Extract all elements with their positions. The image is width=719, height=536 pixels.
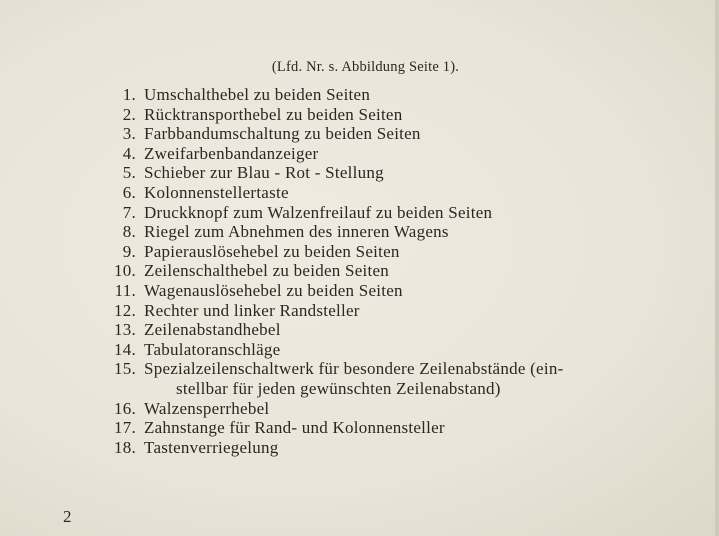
list-item [104, 203, 563, 223]
item-text: Umschalthebel zu beiden Seiten [144, 85, 371, 104]
item-number: 6. [122, 182, 136, 202]
item-text: Zweifarbenbandanzeiger [144, 143, 319, 163]
item-number: 5. [122, 163, 136, 183]
item-number: 11. [114, 280, 136, 300]
item-text: Walzensperrhebel [144, 398, 270, 418]
list-item [104, 418, 563, 438]
item-text: Rechter und linker Randsteller [144, 300, 360, 320]
item-number: 13. [114, 320, 136, 340]
item-text-continuation: stellbar für jeden gewünschten Zeilenabstand) [176, 378, 501, 398]
item-text: Rücktransporthebel zu beiden Seiten [144, 104, 403, 124]
item-text: Farbbandumschaltung zu beiden Seiten [144, 124, 421, 144]
list-item [104, 163, 563, 183]
item-text: Schieber zur Blau - Rot - Stellung [144, 163, 384, 183]
list-item [104, 320, 563, 340]
list-item [104, 261, 563, 281]
item-text: Wagenauslösehebel zu beiden Seiten [144, 280, 403, 300]
list-item [104, 124, 563, 144]
item-number: 12. [114, 300, 136, 320]
list-item [104, 144, 563, 164]
list-item [104, 222, 563, 242]
item-number: 3. [122, 124, 136, 144]
item-text: Tabulatoranschläge [144, 339, 281, 359]
item-number: 8. [122, 222, 136, 242]
item-number: 4. [122, 143, 136, 163]
item-number: 2. [122, 104, 136, 124]
page-number: 2 [63, 507, 72, 526]
item-number: 14. [114, 339, 136, 359]
item-text: Papierauslösehebel zu beiden Seiten [144, 241, 400, 261]
list-item [104, 105, 563, 125]
item-text: Zeilenabstandhebel [144, 320, 281, 340]
parts-list [104, 85, 563, 457]
item-number: 1. [122, 85, 136, 104]
item-text: Zeilenschalthebel zu beiden Seiten [144, 261, 389, 281]
item-text: Druckknopf zum Walzenfreilauf zu beiden Seiten [144, 202, 493, 222]
item-number: 9. [122, 241, 136, 261]
list-item [104, 301, 563, 321]
item-number: 15. [114, 359, 136, 379]
item-number: 17. [114, 418, 136, 438]
list-item [104, 183, 563, 203]
list-item [104, 359, 563, 398]
item-number: 18. [114, 437, 136, 457]
item-text: Zahnstange für Rand- und Kolonnensteller [144, 418, 445, 438]
list-item [104, 438, 563, 458]
caption: (Lfd. Nr. s. Abbildung Seite 1). [271, 59, 460, 75]
item-text: Tastenverriegelung [144, 437, 279, 457]
list-item [104, 399, 563, 419]
list-item [104, 242, 563, 262]
page-edge [715, 0, 719, 536]
list-item [104, 85, 563, 105]
item-number: 7. [122, 202, 136, 222]
item-number: 10. [114, 261, 136, 281]
list-item [104, 340, 563, 360]
item-text: Riegel zum Abnehmen des inneren Wagens [144, 222, 449, 242]
item-text: Kolonnenstellertaste [144, 182, 289, 202]
item-number: 16. [114, 398, 136, 418]
list-item [104, 281, 563, 301]
item-text-multiline [144, 359, 563, 398]
item-text: Spezialzeilenschaltwerk für besondere Zeilenabstände (ein- [144, 359, 564, 379]
